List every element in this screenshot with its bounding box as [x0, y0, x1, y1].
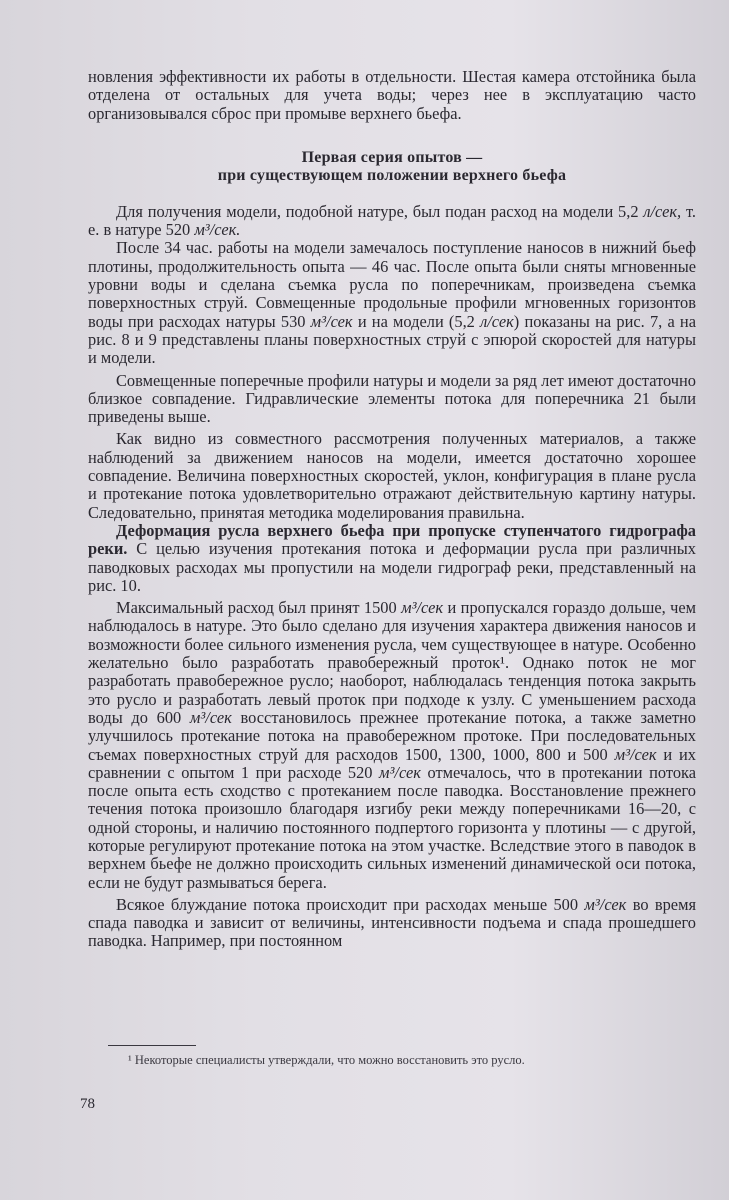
text-run: восстановилось прежнее протекание потока, а также заметно улучшилось протекание потока на правобережном протоке. При последовательных съемах поверхностных струй для расходов 1500, 1300, 1000, 800 и 500	[88, 707, 696, 764]
text-run: и их сравнении с опытом 1 при расходе 520	[88, 744, 697, 782]
unit-text: м³/сек	[614, 744, 657, 764]
section-heading	[88, 149, 696, 185]
paragraph-3	[88, 372, 696, 427]
text-run: Для получения модели, подобной натуре, был подан расход на модели 5,2	[116, 201, 644, 221]
body-text	[88, 68, 696, 951]
unit-text: л/сек	[480, 311, 514, 331]
paragraph-6	[88, 599, 696, 892]
unit-text: м³/сек	[189, 707, 232, 727]
page-number: 78	[80, 1096, 95, 1112]
text-run: Совмещенные поперечные профили натуры и модели за ряд лет имеют достаточно близкое совпадение. Гидравлические элементы потока для поперечника 21 были приведены выше.	[88, 370, 696, 427]
footnote: ¹ Некоторые специалисты утверждали, что можно восстановить это русло.	[128, 1053, 525, 1067]
text-run: во время спада паводка и зависит от величины, интенсивности подъема и спада прошедшего паводка. Например, при постоянном	[88, 894, 696, 951]
unit-text: м³/сек.	[194, 220, 241, 240]
text-run: Как видно из совместного рассмотрения полученных материалов, а также наблюдений за движением наносов на модели, имеется достаточно хорошее совпадение. Величина поверхностных скоростей, уклон, конфигурация в плане русла и протекание потока удовлетворительно отражают действительную картину натуры. Следовательно, принятая методика моделирования правильна.	[88, 429, 696, 522]
unit-text: м³/сек	[310, 311, 353, 331]
text-run: Максимальный расход был принят 1500	[116, 598, 402, 618]
text-run: ) показаны на рис. 7, а на рис. 8 и 9 представлены планы поверхностных струй с эпюрой скоростей для натуры и модели.	[88, 311, 696, 368]
text-run: отмечалось, что в протекании потока после опыта есть сходство с протеканием после паводка. Восстановление прежнего течения потока произошло благодаря изгибу реки между поперечниками 16—20, с одной стороны, и наличию постоянного подпертого горизонта у плотины — с другой, которые регулируют протекание потока на этом участке. Вследствие этого в паводок в верхнем бьефе не должно происходить сильных изменений динамической оси потока, если не будут размываться берега.	[88, 762, 696, 892]
paragraph-5	[88, 522, 696, 595]
paragraph-4	[88, 430, 696, 521]
unit-text: м³/сек	[401, 598, 444, 618]
text-run: С целью изучения протекания потока и деформации русла при различных паводковых расходах мы пропустили на модели гидрограф реки, представленный на рис. 10.	[88, 539, 696, 595]
text-run: и на модели (5,2	[352, 311, 481, 331]
paragraph-text: новления эффективности их работы в отдельности. Шестая камера отстойника была отделена от остальных для учета воды; через нее в эксплуатацию часто организовывался сброс при промыве верхнего бьефа.	[88, 67, 696, 123]
heading-line-2: при существующем положении верхнего бьефа	[217, 166, 567, 184]
run-in-heading: Деформация русла верхнего бьефа при пропуске ступенчатого гидрографа реки.	[88, 520, 696, 559]
paragraph-7	[88, 896, 696, 951]
paragraph-2	[88, 239, 696, 367]
paragraph-continued	[88, 68, 696, 123]
unit-text: л/сек,	[643, 201, 682, 221]
paragraph-1	[88, 203, 696, 240]
text-run: После 34 час. работы на модели замечалось поступление наносов в нижний бьеф плотины, продолжительность опыта — 46 час. После опыта были сняты мгновенные уровни воды и сделана съемка русла по поперечникам, произведена съемка поверхностных струй. Совмещенные продольные профили мгновенных горизонтов воды при расходах натуры 530	[88, 238, 696, 331]
heading-line-1: Первая серия опытов —	[301, 148, 483, 166]
footnote-rule	[108, 1045, 196, 1046]
text-run: Всякое блуждание потока происходит при расходах меньше 500	[116, 894, 585, 914]
text-run: и пропускался гораздо дольше, чем наблюдалось в натуре. Это было сделано для изучения характера движения наносов и возможности более сильного изменения русла, чем существующее в натуре. Особенно желательно было разработать правобережный проток¹. Однако поток не мог разработать правобережное русло; наоборот, наблюдалась тенденция потока закрыть это русло и разработать левый проток при подходе к узлу. С уменьшением расхода воды до 600	[88, 598, 697, 727]
text-run: т. е. в натуре 520	[88, 201, 696, 240]
unit-text: м³/сек	[379, 762, 421, 782]
unit-text: м³/сек	[584, 894, 627, 914]
